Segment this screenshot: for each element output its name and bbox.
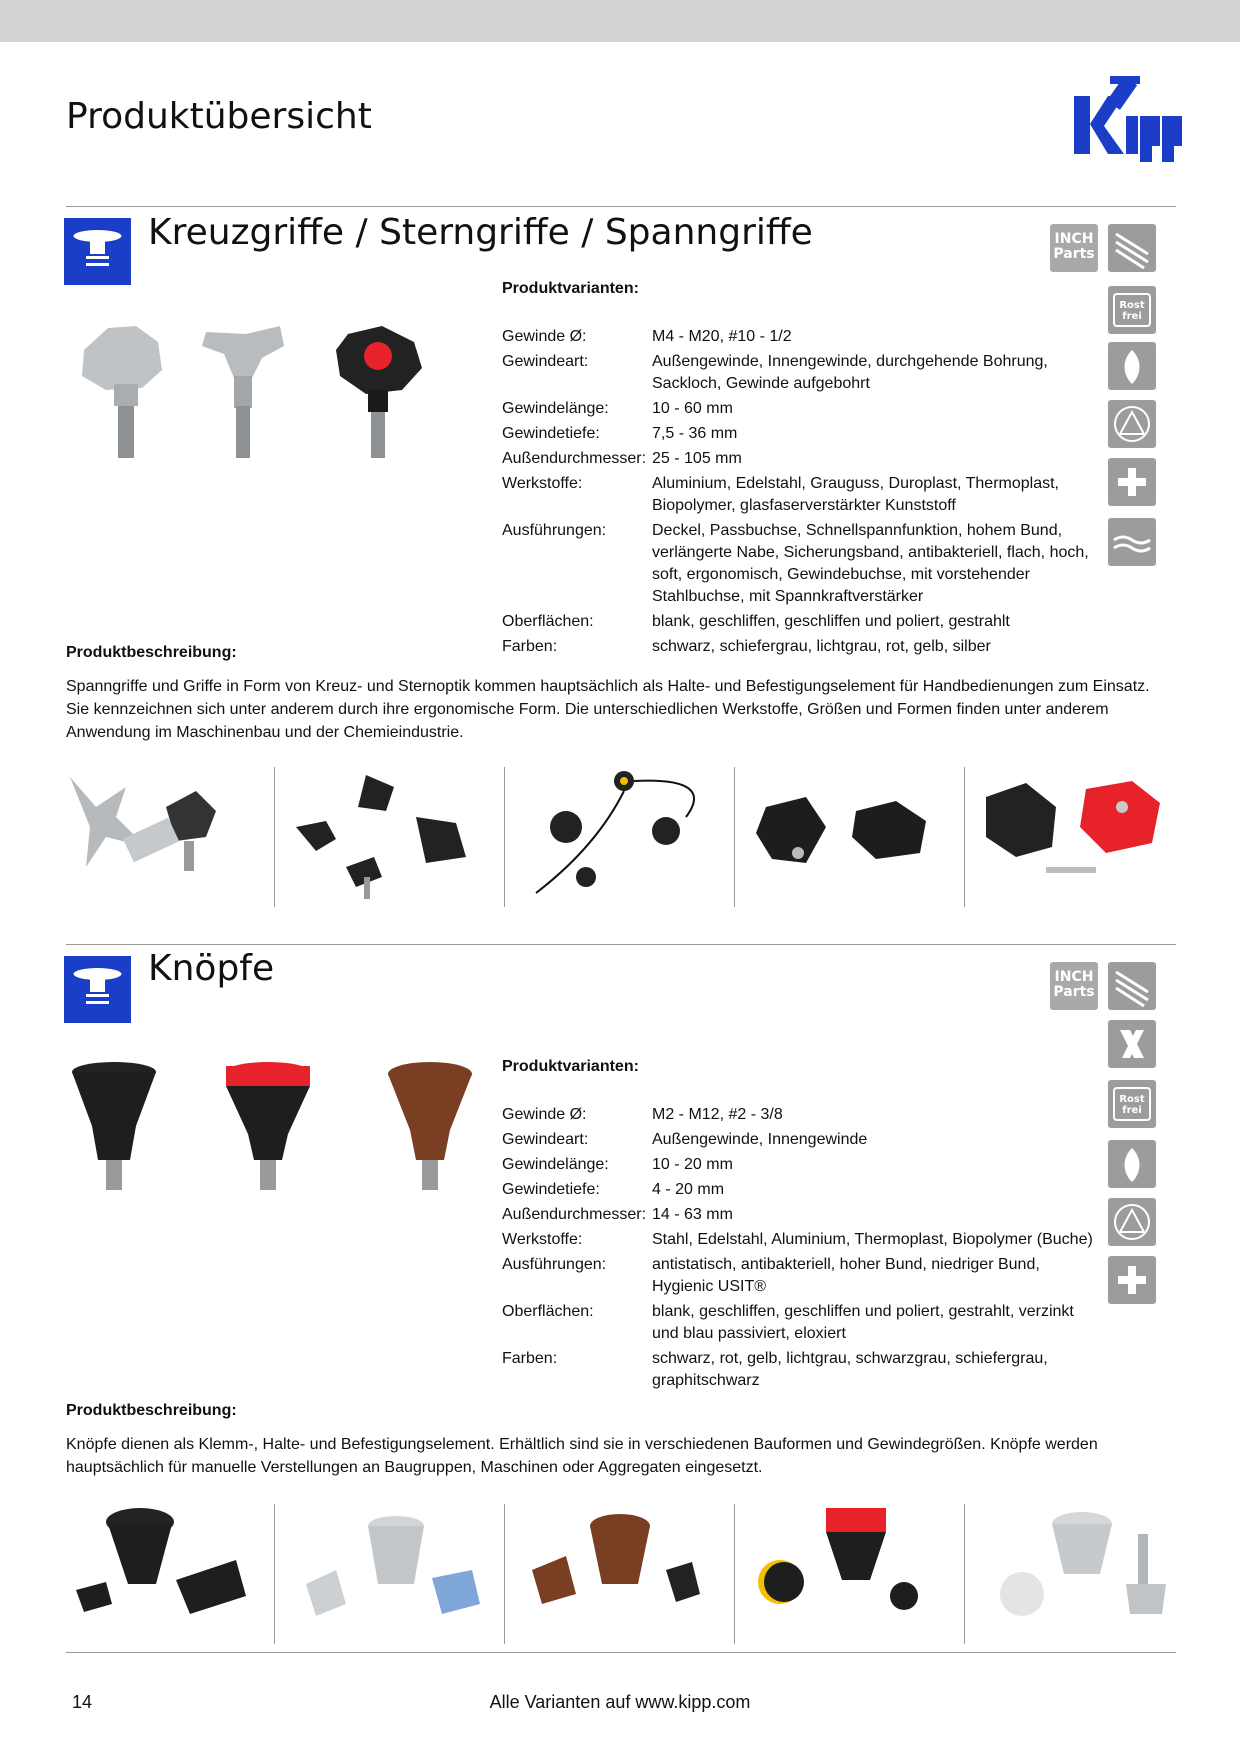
- section-divider: [66, 206, 1176, 207]
- leaf-icon: [1108, 1140, 1156, 1188]
- spec-row: [502, 1154, 1102, 1176]
- x-icon: [1108, 1020, 1156, 1068]
- spec-label: Werkstoffe:: [502, 475, 583, 492]
- gallery-divider: [964, 767, 965, 907]
- spec-label: Gewindelänge:: [502, 400, 609, 417]
- rostfrei-icon: [1108, 286, 1156, 334]
- spec-label: Ausführungen:: [502, 522, 607, 539]
- spec-value: 10 - 20 mm: [652, 1156, 733, 1173]
- spec-label: Farben:: [502, 1350, 558, 1367]
- spec-row: [502, 1179, 1102, 1201]
- svg-text:Rost: Rost: [1119, 1094, 1145, 1105]
- spec-value: Aluminium, Edelstahl, Grauguss, Duroplast, Thermoplast, Biopolymer, glasfaserverstärkter Kunststoff: [652, 475, 1059, 514]
- product-description: Spanngriffe und Griffe in Form von Kreuz- und Sternoptik kommen hauptsächlich als Halte- und Befestigungselement für Handbedienungen zum Einsatz. Sie kennzeichnen sich unter anderem durch ihre ergonomische Form. Die unterschiedlichen Werkstoffe, Größen und Formen finden unter anderem Anwendung im Maschinenbau und der Chemieindustrie.: [66, 678, 1150, 741]
- gallery-divider: [734, 1504, 735, 1644]
- spec-label: Gewindeart:: [502, 353, 589, 370]
- gallery-image: [66, 1504, 266, 1644]
- spec-value: Außengewinde, Innengewinde, durchgehende Bohrung, Sackloch, Gewinde aufgebohrt: [652, 353, 1048, 392]
- spec-value: blank, geschliffen, geschliffen und poliert, gestrahlt, verzinkt und blau passiviert, eloxiert: [652, 1303, 1074, 1342]
- gallery-image: [976, 767, 1176, 907]
- section-divider: [66, 944, 1176, 945]
- spec-row: [502, 636, 1102, 658]
- spec-value: 10 - 60 mm: [652, 400, 733, 417]
- spec-value: M4 - M20, #10 - 1/2: [652, 328, 792, 345]
- spec-row: [502, 1129, 1102, 1151]
- footer-divider: [66, 1652, 1176, 1653]
- spec-row: [502, 351, 1102, 395]
- gallery-image: [286, 767, 486, 907]
- svg-text:frei: frei: [1122, 311, 1142, 322]
- product-gallery: [66, 767, 1176, 907]
- spec-value: 25 - 105 mm: [652, 450, 742, 467]
- spec-value: antistatisch, antibakteriell, hoher Bund, niedriger Bund, Hygienic USIT®: [652, 1256, 1040, 1295]
- spec-label: Ausführungen:: [502, 1256, 607, 1273]
- spec-label: Oberflächen:: [502, 613, 594, 630]
- rostfrei-icon: [1108, 1080, 1156, 1128]
- diagonal-lines-icon: [1108, 224, 1156, 272]
- spec-label: Oberflächen:: [502, 1303, 594, 1320]
- knob-category-icon: [64, 956, 131, 1023]
- spec-value: schwarz, schiefergrau, lichtgrau, rot, gelb, silber: [652, 638, 991, 655]
- gallery-divider: [274, 767, 275, 907]
- wave-icon: [1108, 518, 1156, 566]
- gallery-image: [66, 767, 266, 907]
- spec-value: Stahl, Edelstahl, Aluminium, Thermoplast, Biopolymer (Buche): [652, 1231, 1093, 1248]
- spec-value: 4 - 20 mm: [652, 1181, 725, 1198]
- gallery-image: [746, 1504, 946, 1644]
- top-bar: [0, 0, 1240, 42]
- spec-row: [502, 1254, 1102, 1298]
- spec-value: Deckel, Passbuchse, Schnellspannfunktion, hohem Bund, verlängerte Nabe, Sicherungsband, antibakteriell, flach, hoch, soft, ergonomisch, Gewindebuchse, mit vorstehender Stahlbuchse, mit Spannkraftverstärker: [652, 522, 1089, 605]
- knob-products-image: [66, 1060, 486, 1200]
- spec-label: Gewindeart:: [502, 1131, 589, 1148]
- page-number: 14: [72, 1692, 93, 1712]
- spec-value: 7,5 - 36 mm: [652, 425, 738, 442]
- spec-row: [502, 1301, 1102, 1345]
- spec-label: Gewindetiefe:: [502, 1181, 600, 1198]
- spec-label: Außendurchmesser:: [502, 1206, 647, 1223]
- svg-text:frei: frei: [1122, 1105, 1142, 1116]
- spec-label: Gewindelänge:: [502, 1156, 609, 1173]
- gallery-divider: [734, 767, 735, 907]
- spec-row: [502, 611, 1102, 633]
- spec-row: [502, 423, 1102, 445]
- spec-label: Gewindetiefe:: [502, 425, 600, 442]
- spec-value: schwarz, rot, gelb, lichtgrau, schwarzgrau, schiefergrau, graphitschwarz: [652, 1350, 1048, 1389]
- cross-plus-icon: [1108, 458, 1156, 506]
- knob-category-icon: [64, 218, 131, 285]
- spec-row: [502, 1348, 1102, 1392]
- gallery-divider: [964, 1504, 965, 1644]
- spec-row: [502, 1229, 1102, 1251]
- inch-parts-icon: INCH Parts: [1050, 224, 1098, 272]
- spec-value: M2 - M12, #2 - 3/8: [652, 1106, 783, 1123]
- esd-icon: [1108, 1198, 1156, 1246]
- spec-label: Gewinde Ø:: [502, 1106, 587, 1123]
- spec-row: [502, 520, 1102, 608]
- spec-row: [502, 473, 1102, 517]
- spec-label: Gewinde Ø:: [502, 328, 587, 345]
- spec-label: Farben:: [502, 638, 558, 655]
- gallery-divider: [504, 1504, 505, 1644]
- product-description: Knöpfe dienen als Klemm-, Halte- und Befestigungselement. Erhältlich sind sie in verschiedenen Bauformen und Gewindegrößen. Knöpfe werden hauptsächlich für manuelle Verstellungen an Baugruppen, Maschinen oder Aggregaten eingesetzt.: [66, 1436, 1098, 1476]
- gallery-image: [976, 1504, 1176, 1644]
- spec-row: [502, 326, 1102, 348]
- diagonal-lines-icon: [1108, 962, 1156, 1010]
- spec-row: [502, 1104, 1102, 1126]
- gallery-divider: [504, 767, 505, 907]
- section-title-knoepfe: Knöpfe: [148, 948, 275, 989]
- gallery-image: [516, 767, 716, 907]
- leaf-icon: [1108, 342, 1156, 390]
- esd-icon: [1108, 400, 1156, 448]
- cross-plus-icon: [1108, 1256, 1156, 1304]
- page-title: Produktübersicht: [66, 96, 372, 137]
- gallery-image: [516, 1504, 716, 1644]
- spec-row: [502, 1204, 1102, 1226]
- star-knob-products-image: [66, 320, 486, 480]
- spec-value: Außengewinde, Innengewinde: [652, 1131, 868, 1148]
- description-heading: Produktbeschreibung:: [66, 644, 237, 661]
- svg-text:Rost: Rost: [1119, 300, 1145, 311]
- variants-heading: Produktvarianten:: [502, 280, 639, 297]
- gallery-image: [746, 767, 946, 907]
- spec-row: [502, 448, 1102, 470]
- spec-label: Außendurchmesser:: [502, 450, 647, 467]
- variants-heading: Produktvarianten:: [502, 1058, 639, 1075]
- spec-row: [502, 398, 1102, 420]
- gallery-divider: [274, 1504, 275, 1644]
- spec-label: Werkstoffe:: [502, 1231, 583, 1248]
- product-gallery: [66, 1504, 1176, 1644]
- kipp-logo: [1070, 76, 1188, 164]
- spec-list: [502, 1104, 1102, 1395]
- inch-parts-icon: INCH Parts: [1050, 962, 1098, 1010]
- spec-value: blank, geschliffen, geschliffen und poliert, gestrahlt: [652, 613, 1010, 630]
- footer-website-link[interactable]: Alle Varianten auf www.kipp.com: [489, 1692, 751, 1712]
- spec-list: [502, 326, 1102, 661]
- spec-value: 14 - 63 mm: [652, 1206, 733, 1223]
- description-heading: Produktbeschreibung:: [66, 1402, 237, 1419]
- gallery-image: [286, 1504, 486, 1644]
- section-title-kreuzgriffe: Kreuzgriffe / Sterngriffe / Spanngriffe: [148, 212, 813, 253]
